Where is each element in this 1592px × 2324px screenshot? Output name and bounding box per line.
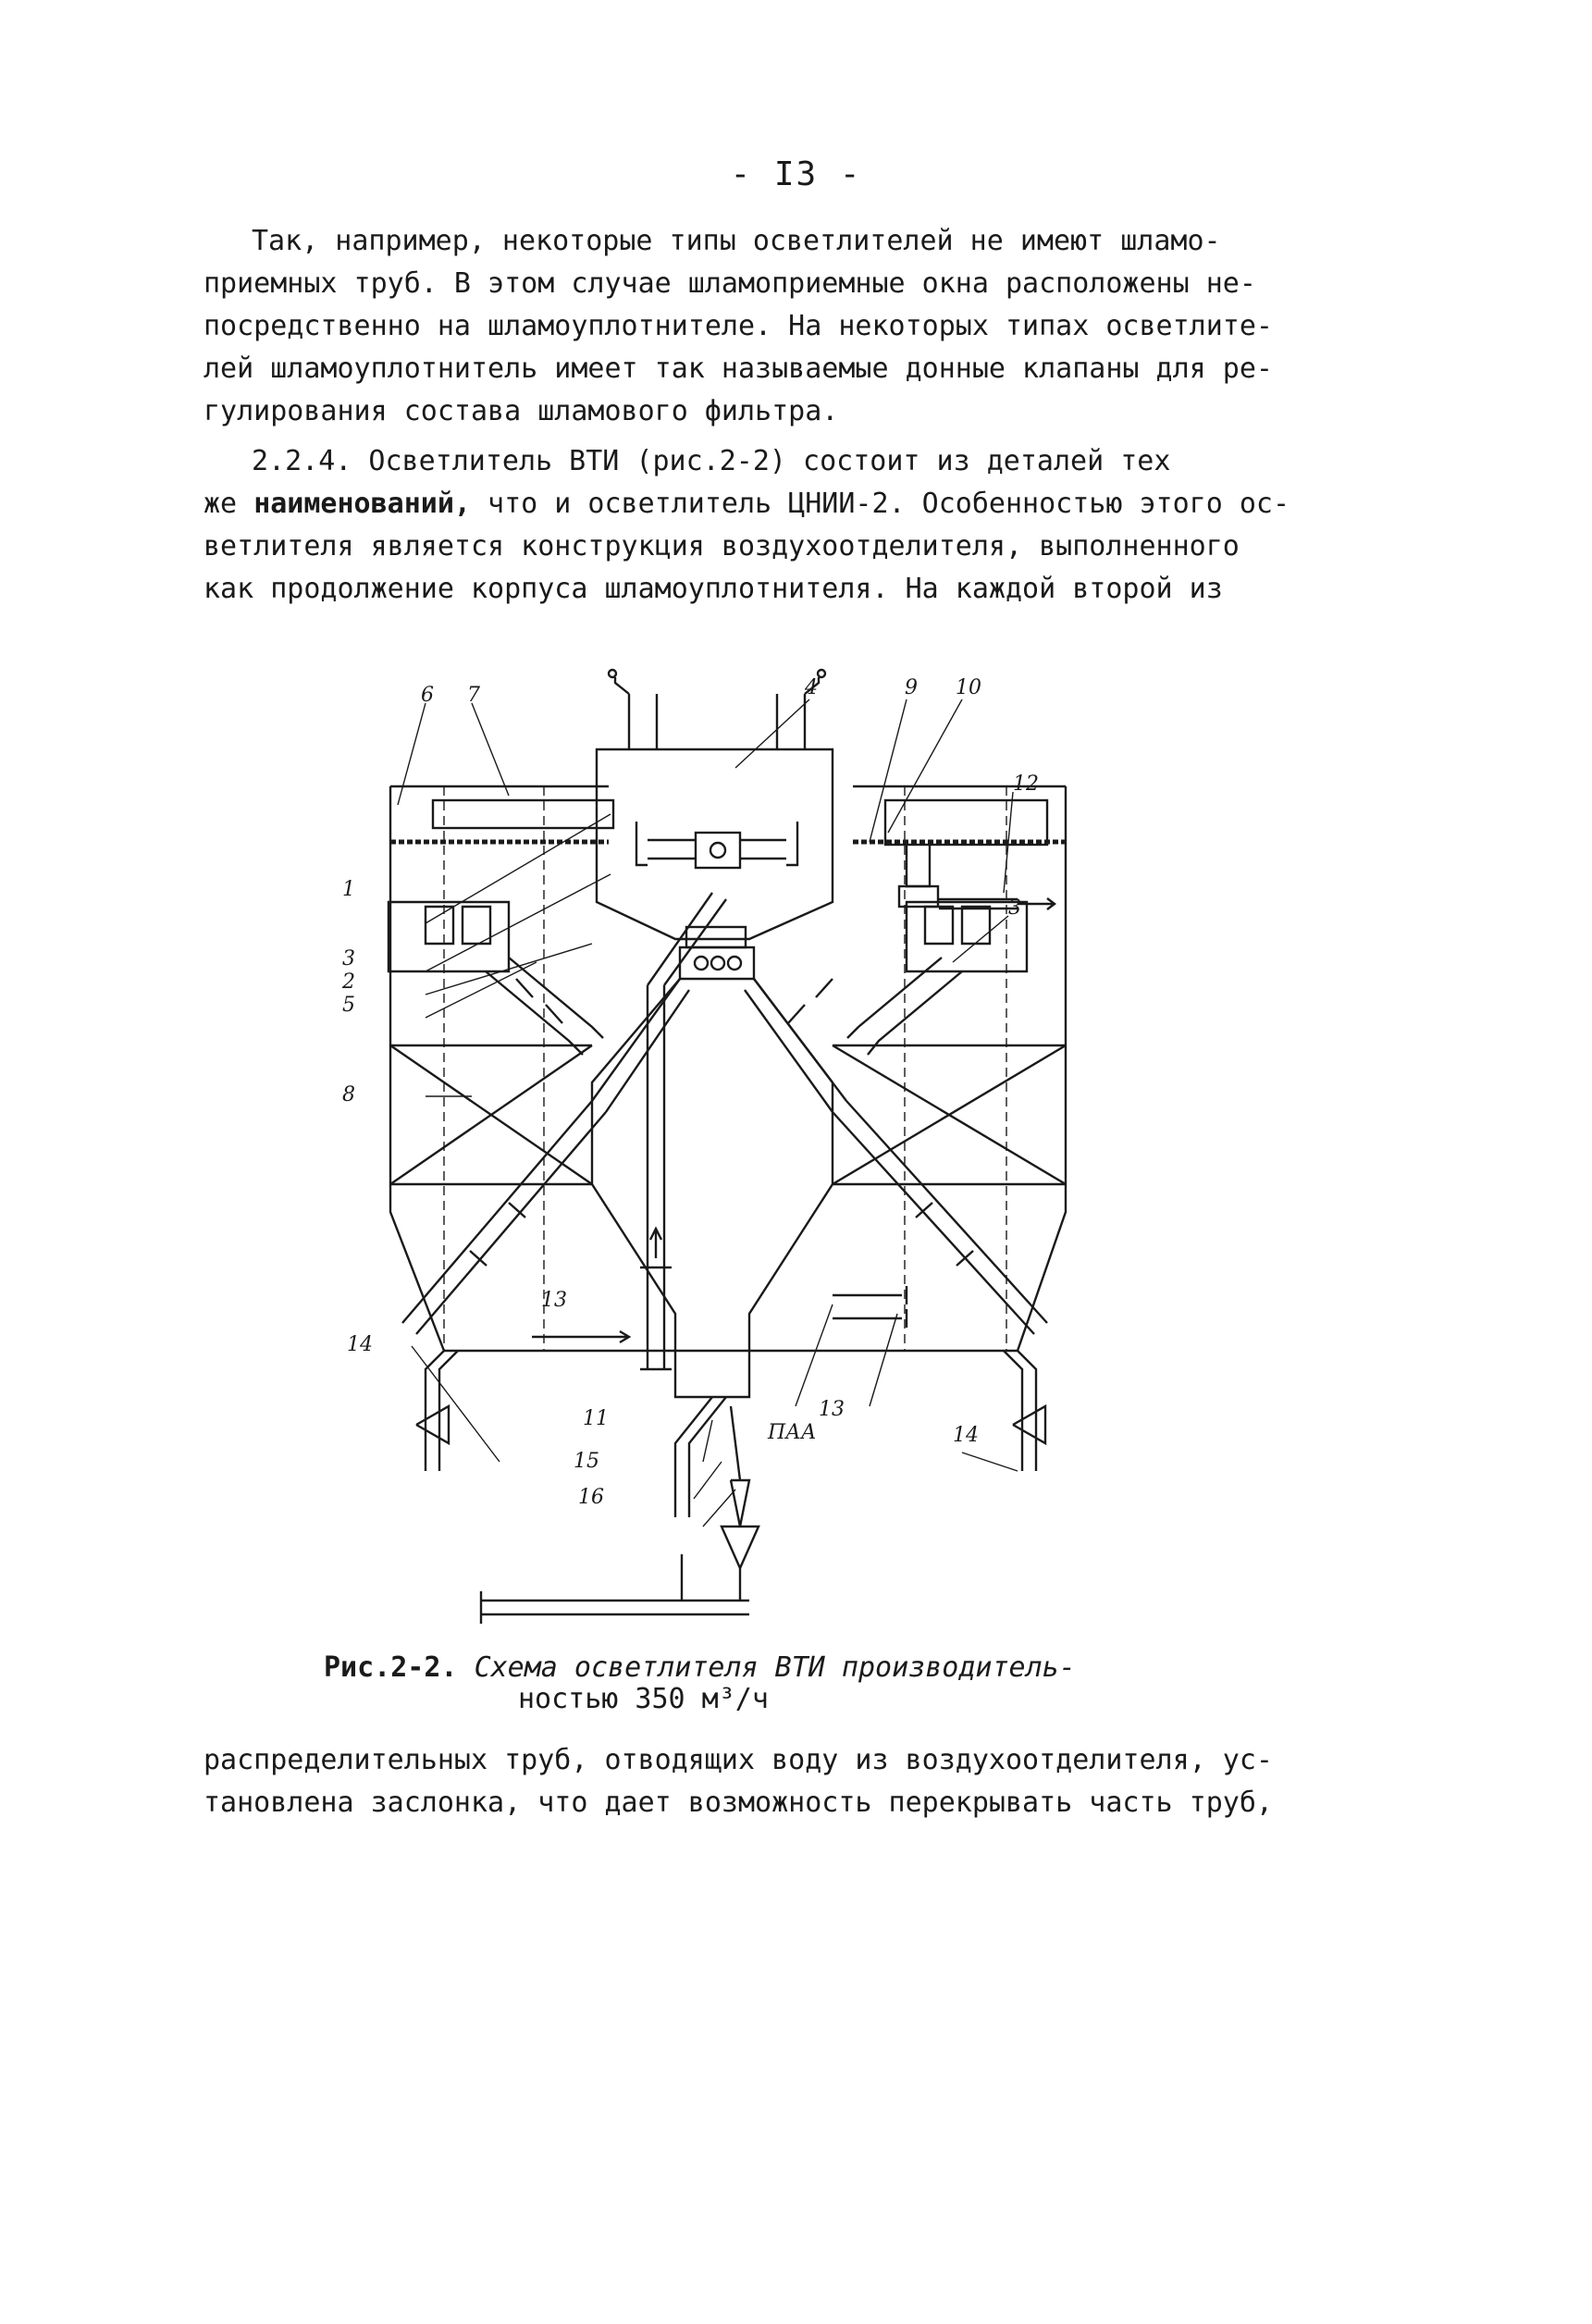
text-line: тановлена заслонка, что дает возможность перекрывать часть труб, (204, 1786, 1273, 1819)
sampling-cone (722, 1527, 759, 1568)
label-paa: ПАА (768, 1421, 817, 1444)
centre-pipe (648, 893, 726, 1369)
label-12: 12 (1013, 773, 1039, 796)
distribution-box (885, 800, 1047, 845)
paragraph-2 (204, 440, 1314, 611)
separator-lower (680, 947, 754, 979)
label-4: 4 (805, 676, 818, 699)
label-10: 10 (956, 676, 981, 699)
filter-bracing (390, 1045, 592, 1184)
sludge-thickener (592, 979, 833, 1397)
label-9: 9 (905, 676, 918, 699)
text-fragment: что и осветлитель ЦНИИ-2. Особенностью этого ос- (471, 488, 1290, 520)
text-line: 2.2.4. Осветлитель ВТИ (рис.2-2) состоит из деталей тех (252, 445, 1171, 477)
label-5: 5 (342, 994, 355, 1017)
paragraph-3 (204, 1739, 1314, 1824)
text-line: гулирования состава шламового фильтра. (204, 395, 839, 427)
label-13-right: 13 (819, 1398, 845, 1421)
label-8: 8 (342, 1083, 355, 1106)
text-fragment: же (204, 488, 254, 520)
caption-line-1: Схема осветлителя ВТИ производитель- (474, 1651, 1076, 1684)
text-line: как продолжение корпуса шламоуплотнителя. На каждой второй из (204, 573, 1223, 605)
label-3-right: 3 (1008, 896, 1021, 920)
caption-line-2: ностью 350 м³/ч (518, 1683, 769, 1715)
drain-right (1004, 1351, 1045, 1471)
label-11: 11 (583, 1407, 609, 1430)
label-16: 16 (578, 1486, 604, 1509)
tank-outline (390, 786, 1066, 1351)
page-number: - I3 - (730, 155, 862, 193)
text-line: ветлителя является конструкция воздухоотделителя, выполненного (204, 530, 1240, 562)
caption-label: Рис.2-2. (324, 1651, 458, 1684)
label-7: 7 (467, 684, 480, 707)
clarifier-schematic (315, 666, 1332, 1638)
text-line: лей шламоуплотнитель имеет так называемые донные клапаны для ре- (204, 352, 1273, 385)
text-line (204, 483, 1314, 525)
drain-left (416, 1351, 458, 1471)
paragraph-1 (204, 220, 1314, 433)
label-2: 2 (342, 970, 355, 994)
text-line: Так, например, некоторые типы осветлителей не имеют шламо- (252, 225, 1221, 257)
collection-trough (433, 800, 613, 828)
bold-term: наименований, (253, 488, 471, 520)
sludge-outlet (675, 1397, 726, 1517)
label-15: 15 (574, 1450, 599, 1473)
text-line: распределительных труб, отводящих воду из воздухоотделителя, ус- (204, 1744, 1273, 1776)
label-1: 1 (342, 878, 355, 901)
label-3-left: 3 (342, 947, 355, 970)
label-14-left: 14 (347, 1333, 373, 1356)
label-13-left: 13 (541, 1289, 567, 1312)
figure-caption (315, 1652, 1147, 1715)
text-line: приемных труб. В этом случае шламоприемные окна расположены не- (204, 267, 1256, 300)
vent-pipe-left (615, 677, 657, 749)
label-14-right: 14 (953, 1424, 979, 1447)
text-line: посредственно на шламоуплотнителе. На некоторых типах осветлите- (204, 310, 1273, 342)
label-6: 6 (421, 684, 434, 707)
header-pipe (481, 1591, 749, 1624)
